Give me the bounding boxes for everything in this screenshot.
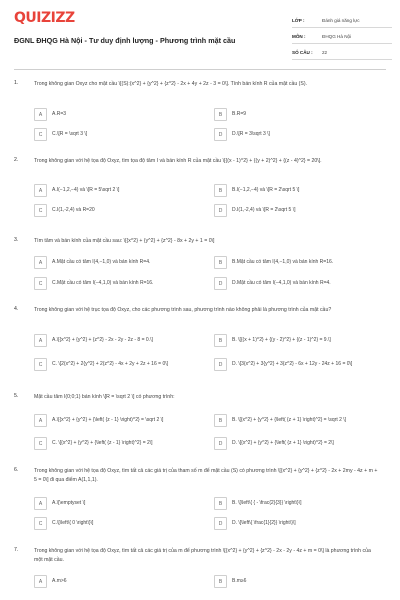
option-letter-box: B (214, 256, 227, 269)
quizizz-logo: QUIZIZZ (14, 10, 75, 26)
option-text: D.Mặt cầu có tâm I(−4,1,0) và bán kính R=4. (232, 280, 331, 286)
answer-option-c[interactable] (34, 358, 212, 371)
answer-option-a[interactable] (34, 575, 212, 588)
question-number: 5. (14, 393, 19, 399)
option-text: A.Mặt cầu có tâm I(4,−1,0) và bán kính R=4. (52, 259, 151, 265)
option-letter-box: A (34, 184, 47, 197)
option-letter-box: C (34, 204, 47, 217)
option-letter-box: D (214, 204, 227, 217)
option-letter-box: C (34, 437, 47, 450)
question-text: Trong không gian với hệ tọa độ Oxyz, tìm tọa độ tâm I và bán kính R của mặt cầu \[{(x - 1)^2} + {(y + 2)^2} + {(z - 4)^2} = 20\]. (34, 158, 322, 164)
answer-option-a[interactable] (34, 256, 212, 269)
meta-value: Đánh giá năng lực (322, 18, 360, 23)
option-letter-box: C (34, 277, 47, 290)
meta-value: ĐHQG Hà Nội (322, 34, 352, 39)
answer-option-b[interactable] (214, 334, 386, 347)
question-number: 7. (14, 547, 19, 553)
question-number: 6. (14, 467, 19, 473)
option-text: D. \[3{x^2} + 3{y^2} + 3{z^2} - 6x + 12y - 24z + 16 = 0\] (232, 361, 353, 367)
meta-info-panel (292, 14, 392, 62)
option-letter-box: D (214, 437, 227, 450)
answer-option-c[interactable] (34, 437, 212, 450)
answer-option-d[interactable] (214, 204, 386, 217)
option-letter-box: A (34, 414, 47, 427)
answer-option-c[interactable] (34, 128, 212, 141)
option-text: B.R=9 (232, 111, 247, 117)
answer-option-a[interactable] (34, 184, 212, 197)
option-letter-box: B (214, 184, 227, 197)
option-text: B. \[{x^2} + {y^2} + {\left( {z + 1} \right)^2} = \sqrt 2 \] (232, 417, 347, 423)
answer-option-d[interactable] (214, 517, 386, 530)
option-text: A.m>6 (52, 578, 67, 584)
option-text: D. \[\left\{ \frac{1}{2}} \right\}\] (232, 520, 296, 526)
option-letter-box: A (34, 108, 47, 121)
option-letter-box: A (34, 497, 47, 510)
answer-option-a[interactable] (34, 497, 212, 510)
answer-option-b[interactable] (214, 414, 386, 427)
option-letter-box: B (214, 414, 227, 427)
option-text: C.Mặt cầu có tâm I(−4,1,0) và bán kính R=16. (52, 280, 154, 286)
question-number: 4. (14, 306, 19, 312)
answer-option-b[interactable] (214, 184, 386, 197)
option-text: C.\[R = \sqrt 3 \] (52, 131, 88, 137)
option-letter-box: B (214, 334, 227, 347)
question-number: 1. (14, 80, 19, 86)
meta-value: 22 (322, 50, 328, 55)
option-text: B. \[\left\{ { - \frac{2}{3}} \right\}\] (232, 500, 302, 506)
option-text: C.I(1,-2,4) và R=20 (52, 207, 95, 213)
answer-option-b[interactable] (214, 256, 386, 269)
answer-option-b[interactable] (214, 575, 386, 588)
question-text: Tìm tâm và bán kính của mặt cầu sau: \[{x^2} + {y^2} + {z^2} - 8x + 2y + 1 = 0\] (34, 238, 215, 244)
option-letter-box: D (214, 358, 227, 371)
option-letter-box: C (34, 128, 47, 141)
meta-row-question-count (292, 46, 392, 60)
question-text: Trong không gian với hệ trục tọa độ Oxyz, cho các phương trình sau, phương trình nào không phải là phương trình của mặt cầu? (34, 307, 332, 313)
meta-row-class (292, 14, 392, 28)
option-text: A.\[\emptyset \] (52, 500, 86, 506)
option-text: A.\[{x^2} + {y^2} + {z^2} - 2x - 2y - 2z - 8 = 0.\] (52, 337, 153, 343)
answer-option-d[interactable] (214, 358, 386, 371)
option-text: A.I(−1,2,−4) và \[R = 5\sqrt 2 \] (52, 187, 120, 193)
question-number: 3. (14, 237, 19, 243)
answer-option-c[interactable] (34, 277, 212, 290)
answer-option-b[interactable] (214, 108, 386, 121)
answer-option-c[interactable] (34, 517, 212, 530)
option-text: B.Mặt cầu có tâm I(4,−1,0) và bán kính R=16. (232, 259, 334, 265)
option-text: D.I(1,-2,4) và \[R = 2\sqrt 5 \] (232, 207, 296, 213)
meta-label: MÔN : (292, 34, 306, 39)
option-text: A.\[{x^2} + {y^2} + {\left( {z - 1} \right)^2} = \sqrt 2 \] (52, 417, 164, 423)
option-text: B.m≥6 (232, 578, 247, 584)
question-text: Trong không gian với hệ tọa độ Oxyz, tìm tất cả các giá trị của tham số m để mặt cầu (S) có phương trình \[{x^2} + {y^2} + {z^2} - 2x + 2my - 4z + m + 5 = 0\] đi qua điểm A(1,1,1). (34, 468, 378, 483)
option-letter-box: B (214, 497, 227, 510)
option-text: B.I(−1,2,−4) và \[R = 2\sqrt 5 \] (232, 187, 300, 193)
option-letter-box: C (34, 358, 47, 371)
option-letter-box: B (214, 108, 227, 121)
option-letter-box: A (34, 575, 47, 588)
option-text: B. \[{(x + 1)^2} + {(y - 2)^2} + {(z - 1)^2} = 9.\] (232, 337, 331, 343)
option-text: C.\[\left\{ 0 \right\}\] (52, 520, 94, 526)
document-title: ĐGNL ĐHQG Hà Nội - Tư duy định lượng - Phương trình mặt cầu (14, 36, 236, 45)
question-text: Trong không gian Oxyz cho mặt cầu \[(S):{x^2} + {y^2} + {z^2} - 2x + 4y + 2z - 3 = 0\]. Tính bán kính R của mặt cầu (S). (34, 81, 308, 87)
option-letter-box: A (34, 334, 47, 347)
option-letter-box: D (214, 517, 227, 530)
option-letter-box: D (214, 128, 227, 141)
header-divider (14, 69, 386, 70)
question-text: Mặt cầu tâm I(0;0;1) bán kính \[R = \sqrt 2 \] có phương trình: (34, 394, 175, 400)
option-letter-box: A (34, 256, 47, 269)
question-text: Trong không gian với hệ tọa độ Oxyz, tìm tất cả các giá trị của m để phương trình \[{x^2} + {y^2} + {z^2} - 2x - 2y - 4z + m = 0\] là phương trình của một mặt cầu. (34, 548, 371, 563)
meta-row-subject (292, 30, 392, 44)
meta-label: SỐ CÂU : (292, 50, 313, 55)
question-number: 2. (14, 157, 19, 163)
option-letter-box: C (34, 517, 47, 530)
option-text: D. \[{x^2} + {y^2} + {\left( {z + 1} \right)^2} = 2\] (232, 440, 334, 446)
option-text: C. \[{x^2} + {y^2} + {\left( {z - 1} \right)^2} = 2\] (52, 440, 153, 446)
option-text: C. \[2{x^2} + 2{y^2} + 2{z^2} - 4x + 2y + 2z + 16 = 0\] (52, 361, 169, 367)
answer-option-a[interactable] (34, 414, 212, 427)
option-letter-box: B (214, 575, 227, 588)
answer-option-a[interactable] (34, 334, 212, 347)
option-text: A.R=3 (52, 111, 67, 117)
answer-option-d[interactable] (214, 128, 386, 141)
answer-option-c[interactable] (34, 204, 212, 217)
answer-option-a[interactable] (34, 108, 212, 121)
answer-option-b[interactable] (214, 497, 386, 510)
answer-option-d[interactable] (214, 437, 386, 450)
option-text: D.\[R = 3\sqrt 3 \] (232, 131, 270, 137)
meta-label: LỚP : (292, 18, 305, 23)
answer-option-d[interactable] (214, 277, 386, 290)
option-letter-box: D (214, 277, 227, 290)
